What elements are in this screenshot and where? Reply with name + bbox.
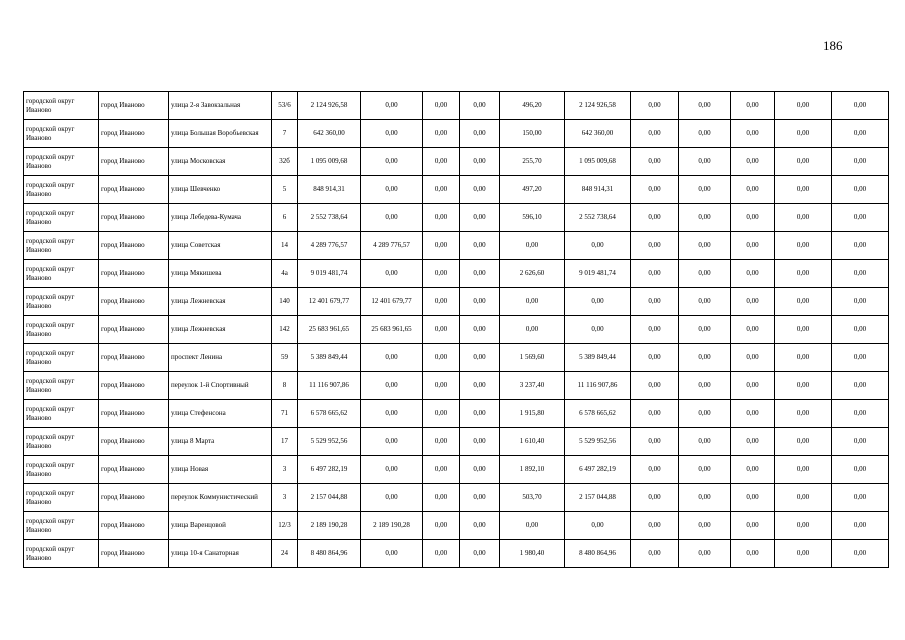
amount-cell-1: 8 480 864,96: [298, 540, 361, 568]
amount-cell-8: 0,00: [679, 204, 731, 232]
city-cell: город Иваново: [99, 400, 169, 428]
city-cell: город Иваново: [99, 484, 169, 512]
city-cell: город Иваново: [99, 316, 169, 344]
district-cell: городской округ Иваново: [24, 260, 99, 288]
amount-cell-9: 0,00: [731, 456, 775, 484]
amount-cell-8: 0,00: [679, 260, 731, 288]
amount-cell-10: 0,00: [775, 540, 832, 568]
district-cell: городской округ Иваново: [24, 400, 99, 428]
amount-cell-6: 848 914,31: [565, 176, 631, 204]
amount-cell-8: 0,00: [679, 456, 731, 484]
amount-cell-7: 0,00: [631, 92, 679, 120]
amount-cell-9: 0,00: [731, 428, 775, 456]
city-cell: город Иваново: [99, 92, 169, 120]
amount-cell-9: 0,00: [731, 540, 775, 568]
amount-cell-10: 0,00: [775, 344, 832, 372]
district-cell: городской округ Иваново: [24, 456, 99, 484]
amount-cell-11: 0,00: [832, 148, 889, 176]
street-cell: переулок Коммунистический: [169, 484, 272, 512]
amount-cell-5: 255,70: [500, 148, 565, 176]
amount-cell-9: 0,00: [731, 148, 775, 176]
amount-cell-2: 0,00: [361, 204, 423, 232]
amount-cell-3: 0,00: [423, 260, 460, 288]
district-cell: городской округ Иваново: [24, 428, 99, 456]
amount-cell-4: 0,00: [460, 428, 500, 456]
street-cell: улица Новая: [169, 456, 272, 484]
amount-cell-1: 642 360,00: [298, 120, 361, 148]
amount-cell-11: 0,00: [832, 512, 889, 540]
amount-cell-2: 0,00: [361, 176, 423, 204]
district-cell: городской округ Иваново: [24, 512, 99, 540]
amount-cell-11: 0,00: [832, 372, 889, 400]
street-cell: улица Лебедева-Кумача: [169, 204, 272, 232]
amount-cell-2: 0,00: [361, 540, 423, 568]
amount-cell-4: 0,00: [460, 400, 500, 428]
amount-cell-3: 0,00: [423, 120, 460, 148]
amount-cell-2: 2 189 190,28: [361, 512, 423, 540]
amount-cell-11: 0,00: [832, 260, 889, 288]
amount-cell-4: 0,00: [460, 540, 500, 568]
amount-cell-7: 0,00: [631, 372, 679, 400]
street-cell: улица Советская: [169, 232, 272, 260]
amount-cell-3: 0,00: [423, 456, 460, 484]
amount-cell-9: 0,00: [731, 484, 775, 512]
amount-cell-7: 0,00: [631, 456, 679, 484]
amount-cell-11: 0,00: [832, 400, 889, 428]
amount-cell-7: 0,00: [631, 344, 679, 372]
amount-cell-2: 0,00: [361, 372, 423, 400]
amount-cell-1: 848 914,31: [298, 176, 361, 204]
amount-cell-1: 4 289 776,57: [298, 232, 361, 260]
city-cell: город Иваново: [99, 232, 169, 260]
amount-cell-9: 0,00: [731, 316, 775, 344]
amount-cell-3: 0,00: [423, 204, 460, 232]
amount-cell-1: 9 019 481,74: [298, 260, 361, 288]
district-cell: городской округ Иваново: [24, 372, 99, 400]
amount-cell-7: 0,00: [631, 316, 679, 344]
amount-cell-7: 0,00: [631, 176, 679, 204]
amount-cell-11: 0,00: [832, 428, 889, 456]
street-cell: улица Варенцовой: [169, 512, 272, 540]
city-cell: город Иваново: [99, 260, 169, 288]
amount-cell-1: 6 497 282,19: [298, 456, 361, 484]
street-cell: улица 10-я Санаторная: [169, 540, 272, 568]
amount-cell-10: 0,00: [775, 288, 832, 316]
amount-cell-8: 0,00: [679, 92, 731, 120]
table-row: [24, 344, 889, 372]
amount-cell-10: 0,00: [775, 92, 832, 120]
amount-cell-5: 497,20: [500, 176, 565, 204]
amount-cell-1: 2 189 190,28: [298, 512, 361, 540]
street-cell: улица 8 Марта: [169, 428, 272, 456]
amount-cell-11: 0,00: [832, 176, 889, 204]
amount-cell-9: 0,00: [731, 92, 775, 120]
city-cell: город Иваново: [99, 428, 169, 456]
amount-cell-2: 0,00: [361, 456, 423, 484]
amount-cell-5: 1 569,60: [500, 344, 565, 372]
amount-cell-1: 5 529 952,56: [298, 428, 361, 456]
amount-cell-8: 0,00: [679, 176, 731, 204]
district-cell: городской округ Иваново: [24, 148, 99, 176]
amount-cell-10: 0,00: [775, 204, 832, 232]
amount-cell-6: 2 124 926,58: [565, 92, 631, 120]
house-number-cell: 12/3: [272, 512, 298, 540]
amount-cell-7: 0,00: [631, 288, 679, 316]
amount-cell-11: 0,00: [832, 288, 889, 316]
city-cell: город Иваново: [99, 120, 169, 148]
amount-cell-11: 0,00: [832, 344, 889, 372]
house-number-cell: 3: [272, 484, 298, 512]
district-cell: городской округ Иваново: [24, 316, 99, 344]
amount-cell-5: 1 892,10: [500, 456, 565, 484]
table-row: [24, 540, 889, 568]
amount-cell-9: 0,00: [731, 512, 775, 540]
amount-cell-8: 0,00: [679, 316, 731, 344]
amount-cell-5: 1 915,80: [500, 400, 565, 428]
amount-cell-5: 1 610,40: [500, 428, 565, 456]
amount-cell-5: 496,20: [500, 92, 565, 120]
amount-cell-3: 0,00: [423, 512, 460, 540]
amount-cell-1: 25 683 961,65: [298, 316, 361, 344]
table-row: [24, 120, 889, 148]
street-cell: переулок 1-й Спортивный: [169, 372, 272, 400]
amount-cell-2: 0,00: [361, 484, 423, 512]
amount-cell-6: 2 157 044,88: [565, 484, 631, 512]
house-number-cell: 24: [272, 540, 298, 568]
amount-cell-9: 0,00: [731, 288, 775, 316]
amount-cell-3: 0,00: [423, 148, 460, 176]
amount-cell-5: 2 626,60: [500, 260, 565, 288]
amount-cell-8: 0,00: [679, 540, 731, 568]
amount-cell-10: 0,00: [775, 120, 832, 148]
street-cell: улица Мякишева: [169, 260, 272, 288]
amount-cell-4: 0,00: [460, 148, 500, 176]
amount-cell-5: 0,00: [500, 232, 565, 260]
house-number-cell: 59: [272, 344, 298, 372]
district-cell: городской округ Иваново: [24, 344, 99, 372]
city-cell: город Иваново: [99, 540, 169, 568]
street-cell: улица Стефенсона: [169, 400, 272, 428]
amount-cell-7: 0,00: [631, 428, 679, 456]
amount-cell-1: 2 157 044,88: [298, 484, 361, 512]
amount-cell-1: 6 578 665,62: [298, 400, 361, 428]
street-cell: улица Московская: [169, 148, 272, 176]
repair-registry-table: [23, 91, 889, 568]
amount-cell-2: 0,00: [361, 344, 423, 372]
city-cell: город Иваново: [99, 456, 169, 484]
amount-cell-2: 0,00: [361, 428, 423, 456]
amount-cell-10: 0,00: [775, 260, 832, 288]
house-number-cell: 14: [272, 232, 298, 260]
district-cell: городской округ Иваново: [24, 484, 99, 512]
street-cell: улица Лежневская: [169, 288, 272, 316]
street-cell: улица Шевченко: [169, 176, 272, 204]
amount-cell-11: 0,00: [832, 232, 889, 260]
amount-cell-2: 0,00: [361, 260, 423, 288]
amount-cell-4: 0,00: [460, 260, 500, 288]
amount-cell-6: 0,00: [565, 232, 631, 260]
amount-cell-2: 0,00: [361, 92, 423, 120]
amount-cell-10: 0,00: [775, 512, 832, 540]
amount-cell-10: 0,00: [775, 456, 832, 484]
amount-cell-3: 0,00: [423, 232, 460, 260]
city-cell: город Иваново: [99, 204, 169, 232]
amount-cell-6: 11 116 907,86: [565, 372, 631, 400]
amount-cell-2: 4 289 776,57: [361, 232, 423, 260]
district-cell: городской округ Иваново: [24, 204, 99, 232]
amount-cell-3: 0,00: [423, 176, 460, 204]
house-number-cell: 4а: [272, 260, 298, 288]
amount-cell-10: 0,00: [775, 176, 832, 204]
amount-cell-6: 6 578 665,62: [565, 400, 631, 428]
amount-cell-11: 0,00: [832, 540, 889, 568]
table-body: [24, 92, 889, 568]
table-row: [24, 232, 889, 260]
amount-cell-3: 0,00: [423, 400, 460, 428]
amount-cell-7: 0,00: [631, 400, 679, 428]
amount-cell-8: 0,00: [679, 400, 731, 428]
amount-cell-4: 0,00: [460, 316, 500, 344]
amount-cell-8: 0,00: [679, 372, 731, 400]
amount-cell-3: 0,00: [423, 540, 460, 568]
amount-cell-11: 0,00: [832, 204, 889, 232]
amount-cell-4: 0,00: [460, 456, 500, 484]
amount-cell-9: 0,00: [731, 120, 775, 148]
amount-cell-3: 0,00: [423, 92, 460, 120]
amount-cell-10: 0,00: [775, 148, 832, 176]
amount-cell-10: 0,00: [775, 484, 832, 512]
amount-cell-8: 0,00: [679, 148, 731, 176]
amount-cell-8: 0,00: [679, 484, 731, 512]
district-cell: городской округ Иваново: [24, 540, 99, 568]
amount-cell-9: 0,00: [731, 344, 775, 372]
amount-cell-11: 0,00: [832, 92, 889, 120]
amount-cell-4: 0,00: [460, 512, 500, 540]
amount-cell-5: 0,00: [500, 288, 565, 316]
table-row: [24, 148, 889, 176]
amount-cell-8: 0,00: [679, 428, 731, 456]
amount-cell-2: 0,00: [361, 148, 423, 176]
amount-cell-9: 0,00: [731, 260, 775, 288]
amount-cell-2: 0,00: [361, 400, 423, 428]
street-cell: улица 2-я Завокзальная: [169, 92, 272, 120]
amount-cell-5: 0,00: [500, 512, 565, 540]
house-number-cell: 8: [272, 372, 298, 400]
amount-cell-7: 0,00: [631, 120, 679, 148]
amount-cell-11: 0,00: [832, 484, 889, 512]
amount-cell-8: 0,00: [679, 288, 731, 316]
amount-cell-7: 0,00: [631, 484, 679, 512]
amount-cell-9: 0,00: [731, 204, 775, 232]
amount-cell-4: 0,00: [460, 484, 500, 512]
table-row: [24, 484, 889, 512]
amount-cell-8: 0,00: [679, 232, 731, 260]
amount-cell-7: 0,00: [631, 540, 679, 568]
house-number-cell: 3: [272, 456, 298, 484]
district-cell: городской округ Иваново: [24, 176, 99, 204]
amount-cell-4: 0,00: [460, 344, 500, 372]
amount-cell-4: 0,00: [460, 372, 500, 400]
district-cell: городской округ Иваново: [24, 120, 99, 148]
amount-cell-3: 0,00: [423, 344, 460, 372]
amount-cell-3: 0,00: [423, 288, 460, 316]
amount-cell-5: 503,70: [500, 484, 565, 512]
amount-cell-1: 5 389 849,44: [298, 344, 361, 372]
house-number-cell: 6: [272, 204, 298, 232]
house-number-cell: 7: [272, 120, 298, 148]
amount-cell-6: 0,00: [565, 512, 631, 540]
amount-cell-2: 25 683 961,65: [361, 316, 423, 344]
amount-cell-6: 0,00: [565, 316, 631, 344]
amount-cell-6: 0,00: [565, 288, 631, 316]
district-cell: городской округ Иваново: [24, 288, 99, 316]
amount-cell-2: 0,00: [361, 120, 423, 148]
amount-cell-7: 0,00: [631, 512, 679, 540]
amount-cell-10: 0,00: [775, 400, 832, 428]
city-cell: город Иваново: [99, 372, 169, 400]
amount-cell-7: 0,00: [631, 148, 679, 176]
amount-cell-5: 596,10: [500, 204, 565, 232]
amount-cell-10: 0,00: [775, 232, 832, 260]
amount-cell-6: 8 480 864,96: [565, 540, 631, 568]
city-cell: город Иваново: [99, 176, 169, 204]
amount-cell-3: 0,00: [423, 372, 460, 400]
amount-cell-4: 0,00: [460, 204, 500, 232]
amount-cell-7: 0,00: [631, 204, 679, 232]
amount-cell-6: 2 552 738,64: [565, 204, 631, 232]
house-number-cell: 142: [272, 316, 298, 344]
table-row: [24, 288, 889, 316]
amount-cell-8: 0,00: [679, 344, 731, 372]
amount-cell-8: 0,00: [679, 512, 731, 540]
table-row: [24, 512, 889, 540]
amount-cell-6: 1 095 009,68: [565, 148, 631, 176]
amount-cell-11: 0,00: [832, 316, 889, 344]
page-number: 186: [823, 38, 843, 53]
amount-cell-5: 1 980,40: [500, 540, 565, 568]
street-cell: улица Большая Воробьевская: [169, 120, 272, 148]
city-cell: город Иваново: [99, 512, 169, 540]
amount-cell-3: 0,00: [423, 484, 460, 512]
district-cell: городской округ Иваново: [24, 232, 99, 260]
amount-cell-7: 0,00: [631, 260, 679, 288]
house-number-cell: 5: [272, 176, 298, 204]
table-row: [24, 176, 889, 204]
amount-cell-6: 5 389 849,44: [565, 344, 631, 372]
amount-cell-6: 9 019 481,74: [565, 260, 631, 288]
amount-cell-1: 1 095 009,68: [298, 148, 361, 176]
city-cell: город Иваново: [99, 288, 169, 316]
amount-cell-4: 0,00: [460, 176, 500, 204]
house-number-cell: 53/6: [272, 92, 298, 120]
amount-cell-3: 0,00: [423, 428, 460, 456]
house-number-cell: 32б: [272, 148, 298, 176]
amount-cell-11: 0,00: [832, 456, 889, 484]
table-row: [24, 92, 889, 120]
table-row: [24, 428, 889, 456]
amount-cell-1: 2 552 738,64: [298, 204, 361, 232]
city-cell: город Иваново: [99, 344, 169, 372]
table-row: [24, 204, 889, 232]
house-number-cell: 17: [272, 428, 298, 456]
amount-cell-6: 642 360,00: [565, 120, 631, 148]
district-cell: городской округ Иваново: [24, 92, 99, 120]
amount-cell-1: 12 401 679,77: [298, 288, 361, 316]
table-row: [24, 400, 889, 428]
city-cell: город Иваново: [99, 148, 169, 176]
house-number-cell: 71: [272, 400, 298, 428]
amount-cell-10: 0,00: [775, 316, 832, 344]
amount-cell-5: 3 237,40: [500, 372, 565, 400]
street-cell: улица Лежневская: [169, 316, 272, 344]
amount-cell-9: 0,00: [731, 232, 775, 260]
table-row: [24, 316, 889, 344]
amount-cell-4: 0,00: [460, 120, 500, 148]
amount-cell-10: 0,00: [775, 372, 832, 400]
amount-cell-4: 0,00: [460, 232, 500, 260]
table-row: [24, 372, 889, 400]
street-cell: проспект Ленина: [169, 344, 272, 372]
amount-cell-6: 6 497 282,19: [565, 456, 631, 484]
amount-cell-9: 0,00: [731, 400, 775, 428]
amount-cell-8: 0,00: [679, 120, 731, 148]
amount-cell-9: 0,00: [731, 176, 775, 204]
amount-cell-1: 11 116 907,86: [298, 372, 361, 400]
table-row: [24, 456, 889, 484]
amount-cell-2: 12 401 679,77: [361, 288, 423, 316]
amount-cell-5: 150,00: [500, 120, 565, 148]
amount-cell-7: 0,00: [631, 232, 679, 260]
amount-cell-3: 0,00: [423, 316, 460, 344]
amount-cell-1: 2 124 926,58: [298, 92, 361, 120]
amount-cell-9: 0,00: [731, 372, 775, 400]
house-number-cell: 140: [272, 288, 298, 316]
amount-cell-11: 0,00: [832, 120, 889, 148]
amount-cell-5: 0,00: [500, 316, 565, 344]
table-row: [24, 260, 889, 288]
amount-cell-10: 0,00: [775, 428, 832, 456]
amount-cell-6: 5 529 952,56: [565, 428, 631, 456]
amount-cell-4: 0,00: [460, 92, 500, 120]
amount-cell-4: 0,00: [460, 288, 500, 316]
